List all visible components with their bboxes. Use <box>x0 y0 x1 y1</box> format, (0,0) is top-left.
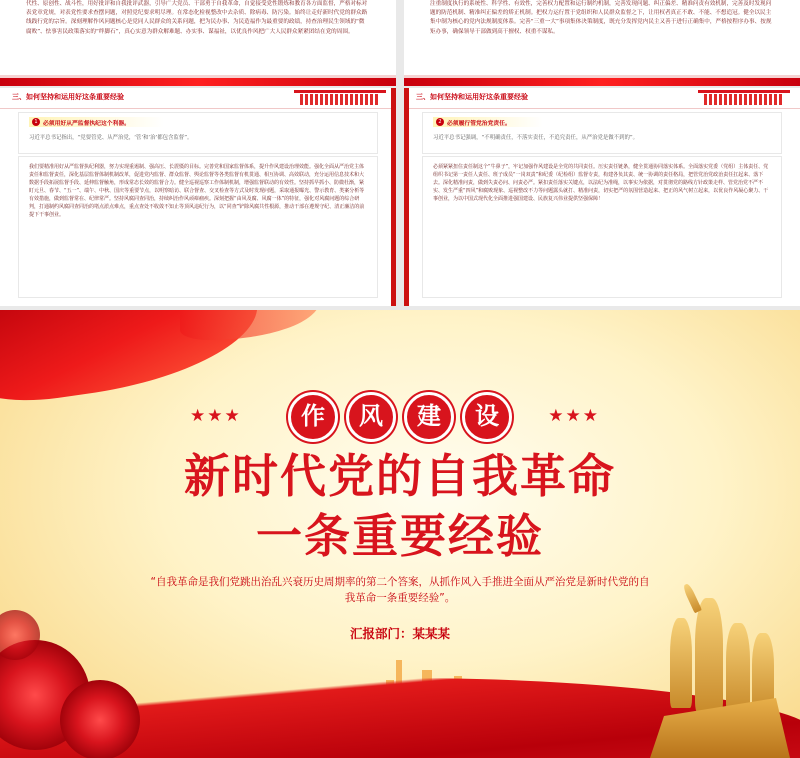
key-point-title: 必须履行管党治党责任。 <box>447 121 511 127</box>
gate-icon <box>294 90 386 106</box>
body-text: 必须紧紧扭住责任制这个“牛鼻子”，牢记加强作风建设是全党的共同责任。压实责任链条，健全贯通协同落实体系。全面落实党委（党组）主体责任、党组织书记第一责任人责任、班子成员“一岗双责”和纪委（纪检组）监督专责，构建各负其责、统一协调的责任格局，把管党治党政治责任扛起来、落下去。深化精准问责，做到失责必问、问责必严。紧扣责任落实关键点，以法纪为准绳，以事实为依据，对贯彻党的路线方针政策走样、管党治党不严不实、发生严重“四风”和腐败现象、巡视整改不力等问题露头就打、精准问责，切实把严的氛围营造起来、把正的风气树立起来，以优良作风凝心聚力、干事创业，为以中国式现代化全面推进强国建设、民族复兴伟业提供坚强保障！ <box>433 164 769 202</box>
body-text-box <box>18 156 378 298</box>
title-char: 建 <box>404 392 454 442</box>
key-point-box <box>422 112 782 154</box>
slide-2-text: 注重制度执行的系统性、科学性、有效性，完善权力配置和运行制约机制，完善发现问题、纠正偏差、精准问责有效机制，完善及时发现问题的防范机制、精准纠正偏差的矫正机制。把权力运行置于党组织和人民群众监督之下，让用权者真正不敢、不能、不想追冠。健全以民主集中制为核心的党内法规制度体系。完善“三重一大”事项集体决策制度，既充分发挥党内民主又善于进行正确集中，严格按程序办事、按规矩办事，确保领导干部做到高干擅权、权重不谋私。 <box>430 1 772 35</box>
title-char: 设 <box>462 392 512 442</box>
gate-icon <box>698 90 790 106</box>
slide-2 <box>404 0 800 86</box>
title-char: 作 <box>288 392 338 442</box>
section-title: 三、如何坚持和运用好这条重要经验 <box>12 93 124 101</box>
cover-slide <box>0 310 800 758</box>
title-chars <box>288 392 512 442</box>
peony-flower-image <box>60 680 140 758</box>
red-flag-wave <box>180 310 320 340</box>
key-point-highlight <box>433 117 543 127</box>
title-badge-row <box>0 392 800 444</box>
section-header <box>404 88 800 109</box>
key-point-quote: 习近平总书记强调，“不明确责任，不落实责任，不追究责任，从严治党是做不到的”。 <box>433 135 639 141</box>
body-text: 我们要精准用好从严监督执纪利器，努力实现重遏制、强高压、长震慑的目标。完善党和国家监督体系，提升作风建设治理效能。强化全面从严治党主体责任和监督责任，深化基层监督体制机制改革，促进党内监督、群众监督、舆论监督等各类监督有机贯通、相互协调、高效联动，充分运用信息技术和大数据手段拓展监督手段、延伸监督触角，形成常态长效的监督合力。健全巡视巡察工作体制机制，增强监督联动的有效性。坚持抓早抓小、防微杜渐，紧盯元旦、春节、“五一”、端午、中秋、国庆等重要节点，以明察暗访、联合督查、交叉检查等方式及时发现问题，采取通报曝光、警示教育、类案分析等有效措施，做到监督常在、纪律常严。坚持风腐同查同治，持续纠治作风顽瘴痼疾。深刻把握“由风及腐、风腐一体”的特征，强化对风腐问题的综合研判，打通制约风腐同查同治的堵点淤点难点，重点查处不收敛不知止等顶风违纪行为，以“同查”铲除风腐共性根源，推动干部在遵规守纪、清正廉洁的前提下干事创业。 <box>29 164 365 218</box>
key-point-highlight <box>29 117 164 127</box>
reporting-dept: 汇报部门：某某某 <box>349 626 450 641</box>
title-char: 风 <box>346 392 396 442</box>
slide-1-text: 代性、原创性、战斗性，用好批评和自我批评武器，引导广大党员、干部勇于自我革命，自觉接受党性锻炼和教育各方面监督，严格对标对表党章党规，对表党性要求查摆问题，对照党纪要求明尽理。在常态化检视整改中去杂质、除病毒、防污染。始终让走好新时代党的群众路线践行党的宗旨。深刻理解作风问题核心是党同人民群众的关系问题，把为民办事、为民造福作为最重要的政绩，持查治理民生领域的“微腐败”、怯事害民政策落实的“绊脚石”，真心实意为群众解难题、办实事、谋福祉，以优良作风把广大人民群众紧紧团结在党的周围。 <box>26 1 368 35</box>
section-header <box>0 88 396 109</box>
slide-3 <box>0 88 396 306</box>
key-point-quote: 习近平总书记指出，“党要管党、从严治党，‘管’和‘治’都包含监督”。 <box>29 135 193 141</box>
slide-2-footer-bar <box>404 78 800 86</box>
key-point-box <box>18 112 378 154</box>
key-point-title: 必须用好从严监督执纪这个利器。 <box>43 121 130 127</box>
point-number-badge: 1 <box>32 118 40 126</box>
headline-line-2: 一条重要经验 <box>256 509 544 563</box>
edge-bar <box>404 88 409 306</box>
point-number-badge: 2 <box>436 118 444 126</box>
stars-left-icon: ★★★ <box>190 406 242 426</box>
headline-line-1: 新时代党的自我革命 <box>184 449 616 503</box>
section-title: 三、如何坚持和运用好这条重要经验 <box>416 93 528 101</box>
edge-bar <box>391 88 396 306</box>
stars-right-icon: ★★★ <box>548 406 600 426</box>
slide-4 <box>404 88 800 306</box>
cover-subtitle: “自我革命是我们党跳出治乱兴衰历史周期率的第二个答案，从抓作风入手推进全面从严治党是新时代党的自我革命一条重要经验”。 <box>150 576 650 604</box>
slide-1-footer-bar <box>0 78 396 86</box>
body-text-box <box>422 156 782 298</box>
slide-1 <box>0 0 396 86</box>
statue-image <box>640 578 790 758</box>
